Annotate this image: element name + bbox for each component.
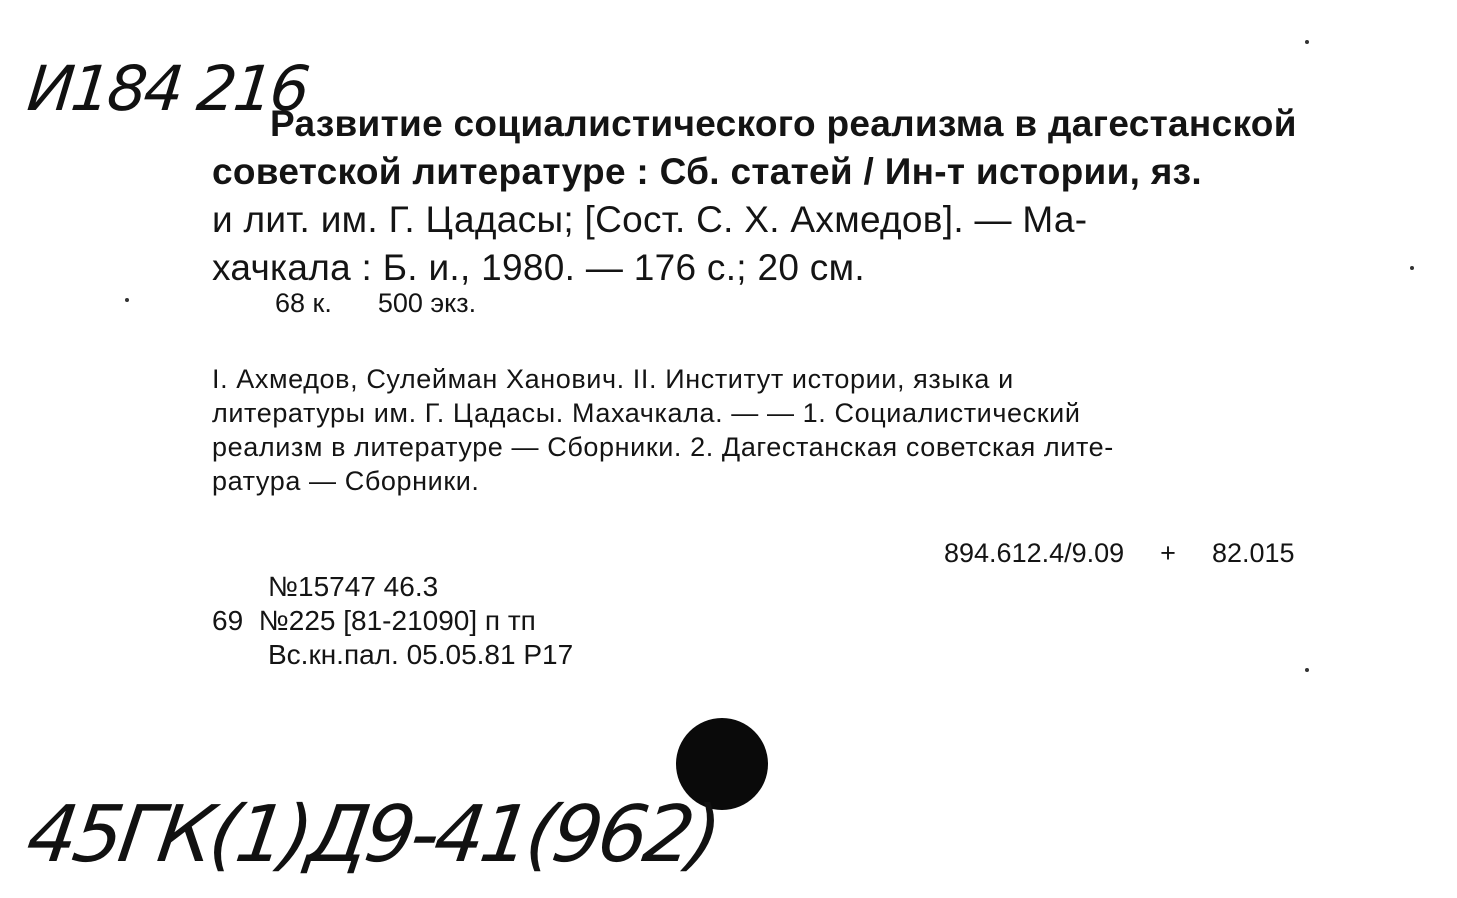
control-line-2: №225 [81-21090] п тп <box>258 605 536 636</box>
control-line-2-prefix: 69 <box>212 605 244 636</box>
handwritten-class-code: 45ГК(1)Д9-41(962) <box>21 790 723 880</box>
entry-line-3: и лит. им. Г. Цадасы; [Сост. С. Х. Ахмедов]. — Ма- <box>212 199 1088 240</box>
speck <box>125 298 129 302</box>
control-line-3: Вс.кн.пал. 05.05.81 Р17 <box>268 639 574 670</box>
bbk-code: 82.015 <box>1211 538 1295 568</box>
plus-sign: + <box>1160 538 1176 568</box>
price: 68 к. <box>275 288 332 318</box>
tracing-line-1: I. Ахмедов, Сулейман Ханович. II. Институт истории, языка и <box>212 364 1014 394</box>
price-and-copies <box>275 288 522 319</box>
speck <box>1410 266 1414 270</box>
entry-line-2: советской литературе : Сб. статей / Ин-т истории, яз. <box>212 151 1202 192</box>
entry-line-1: Развитие социалистического реализма в дагестанской <box>270 103 1297 144</box>
tracing-line-2: литературы им. Г. Цадасы. Махачкала. — — 1. Социалистический <box>212 398 1081 428</box>
bibliographic-entry <box>212 100 1372 292</box>
classification-codes <box>944 538 1295 569</box>
control-line-1: №15747 46.3 <box>268 571 439 602</box>
handwritten-shelf-number: И184 216 <box>24 52 311 125</box>
tracing-line-3: реализм в литературе — Сборники. 2. Дагестанская советская лите- <box>212 432 1114 462</box>
control-numbers <box>212 570 573 672</box>
speck <box>1305 668 1309 672</box>
copies: 500 экз. <box>377 288 477 318</box>
udc-code: 894.612.4/9.09 <box>944 538 1125 568</box>
speck <box>1305 40 1309 44</box>
entry-line-4: хачкала : Б. и., 1980. — 176 с.; 20 см. <box>212 247 865 288</box>
tracing-line-4: ратура — Сборники. <box>212 466 480 496</box>
tracings <box>212 362 1372 498</box>
